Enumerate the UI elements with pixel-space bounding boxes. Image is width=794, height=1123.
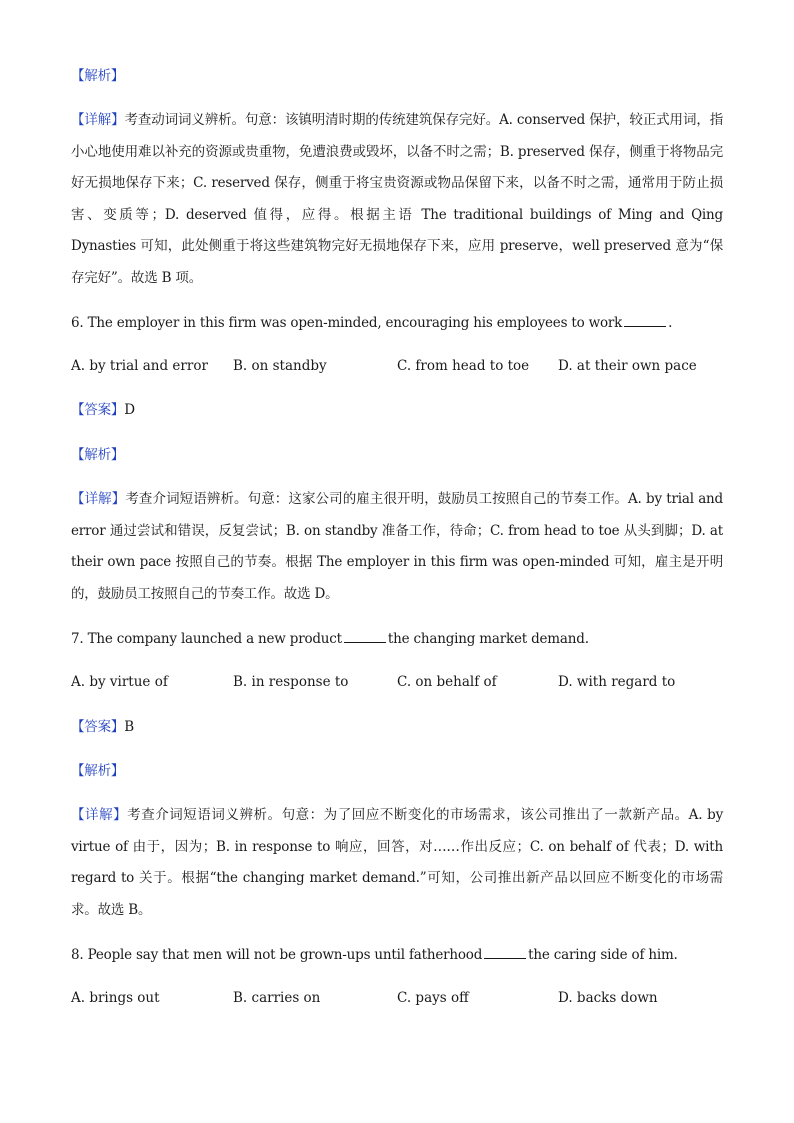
q8-stem-text: 8. People say that men will not be grown-ups until fatherhood: [71, 947, 483, 963]
q7-answer: [71, 717, 134, 737]
q6-answer-value: D: [124, 402, 135, 418]
q6-option-d: D. at their own pace: [558, 358, 697, 374]
q8-option-d: D. backs down: [558, 990, 658, 1006]
q7-stem-text: 7. The company launched a new product: [71, 631, 342, 647]
q8-blank: [484, 944, 526, 959]
q7-stem: [71, 628, 589, 649]
detail-tag: 【详解】: [71, 807, 128, 823]
q7-option-a: A. by virtue of: [71, 674, 168, 690]
q8-option-a: A. brings out: [71, 990, 160, 1006]
q7-detail-text: 考查介词短语词义辨析。句意：为了回应不断变化的市场需求，该公司推出了一款新产品。A. by virtue of 由于，因为；B. in response to 响应，回答，对……作出反应；C. on behalf of 代表；D. with regard to 关于。根据“the changing market demand.”可知，公司推出新产品以回应不断变化的市场需求。故选 B。: [71, 807, 723, 918]
q7-option-c: C. on behalf of: [397, 674, 497, 690]
q6-stem-end: .: [668, 315, 673, 331]
q8-stem: [71, 944, 678, 965]
q8-option-b: B. carries on: [233, 990, 321, 1006]
q6-detail-text: 考查介词短语辨析。句意：这家公司的雇主很开明，鼓励员工按照自己的节奏工作。A. by trial and error 通过尝试和错误，反复尝试；B. on standby 准备工作，待命；C. from head to toe 从头到脚；D. at their own pace 按照自己的节奏。根据 The employer in this firm was open-minded 可知，雇主是开明的，鼓励员工按照自己的节奏工作。故选 D。: [71, 491, 723, 602]
q7-options: [71, 672, 723, 692]
analysis-tag: 【解析】: [71, 763, 125, 779]
q6-answer: [71, 400, 135, 420]
q7-blank: [344, 628, 386, 643]
q6-blank: [624, 312, 666, 327]
answer-tag: 【答案】: [71, 719, 125, 735]
q6-option-a: A. by trial and error: [71, 358, 208, 374]
q8-option-c: C. pays off: [397, 990, 469, 1006]
q5-detail-paragraph: [71, 105, 723, 294]
q7-option-d: D. with regard to: [558, 674, 676, 690]
q6-stem-text: 6. The employer in this firm was open-minded, encouraging his employees to work: [71, 315, 623, 331]
q6-option-b: B. on standby: [233, 358, 327, 374]
q8-stem-end: the caring side of him.: [528, 947, 678, 963]
q6-option-c: C. from head to toe: [397, 358, 530, 374]
analysis-tag: 【解析】: [71, 68, 125, 84]
q5-detail-text: 考查动词词义辨析。句意：该镇明清时期的传统建筑保存完好。A. conserved 保护，较正式用词，指小心地使用难以补充的资源或贵重物，免遭浪费或毁坏，以备不时之需；B. preserved 保存，侧重于将物品完好无损地保存下来；C. reserved 保存，侧重于将宝贵资源或物品保留下来，以备不时之需，通常用于防止损害、变质等；D. deserved 值得，应得。根据主语 The traditional buildings of Ming and Qing Dynasties 可知，此处侧重于将这些建筑物完好无损地保存下来，应用 preserve，well preserved 意为“保存完好”。故选 B 项。: [71, 112, 723, 286]
q8-options: [71, 988, 723, 1008]
q7-stem-end: the changing market demand.: [387, 631, 589, 647]
q7-answer-value: B: [124, 719, 134, 735]
detail-tag: 【详解】: [71, 112, 125, 128]
q6-detail-paragraph: [71, 484, 723, 610]
analysis-heading: [71, 66, 124, 86]
detail-tag: 【详解】: [71, 491, 126, 507]
q6-analysis-heading: [71, 445, 124, 465]
q7-analysis-heading: [71, 761, 124, 781]
q6-options: [71, 356, 723, 376]
answer-tag: 【答案】: [71, 402, 125, 418]
q7-detail-paragraph: [71, 800, 723, 926]
analysis-tag: 【解析】: [71, 447, 125, 463]
q6-stem: [71, 312, 672, 333]
q7-option-b: B. in response to: [233, 674, 349, 690]
